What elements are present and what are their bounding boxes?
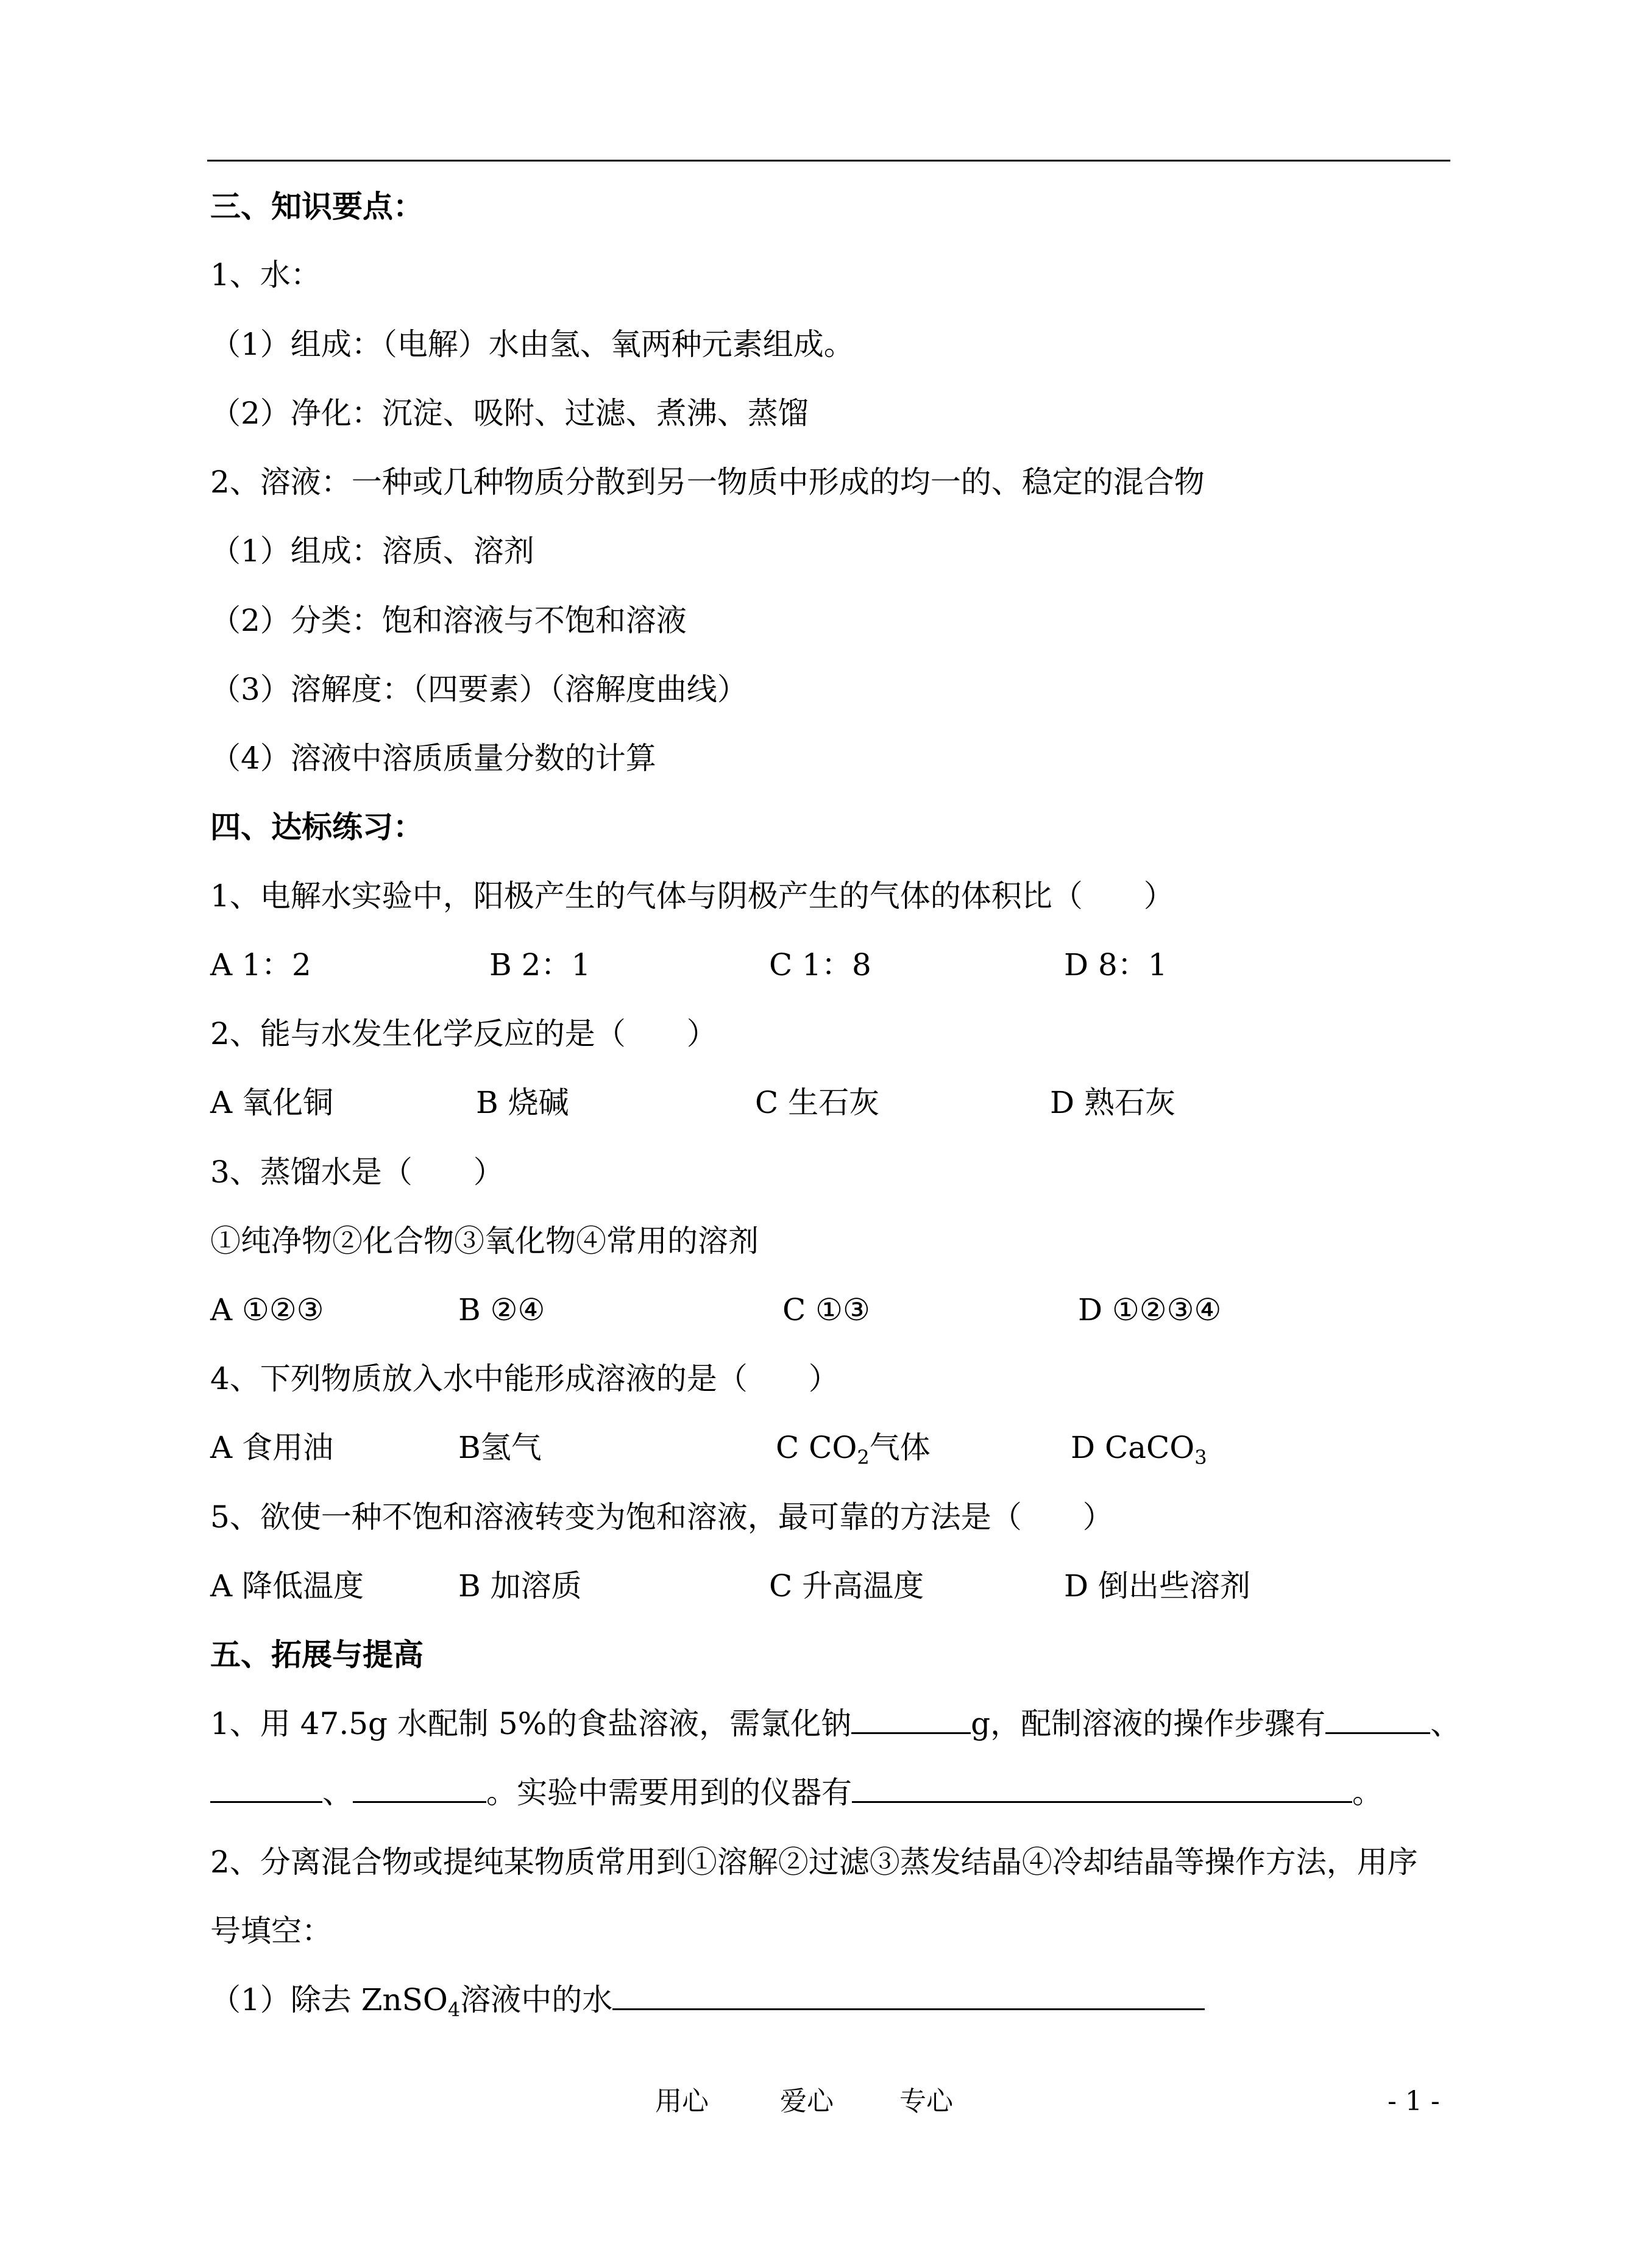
- question-4-option-c-subscript: 2: [857, 1446, 870, 1469]
- footer-slogan-3: 专心: [899, 2086, 953, 2117]
- solution-solubility: （3）溶解度：（四要素）（溶解度曲线）: [210, 672, 748, 707]
- extension-question-1-text-c: 、: [1430, 1706, 1461, 1741]
- extension-question-1-text-d: 、: [322, 1775, 353, 1810]
- question-3-stem: 3、蒸馏水是（ ）: [210, 1154, 504, 1190]
- question-1-stem: 1、电解水实验中，阳极产生的气体与阴极产生的气体的体积比（ ）: [210, 878, 1174, 914]
- question-3-option-b: B ②④: [458, 1292, 545, 1328]
- solution-composition: （1）组成：溶质、溶剂: [210, 533, 534, 569]
- question-2-option-c: C 生石灰: [755, 1085, 880, 1120]
- section-3-heading: 三、知识要点：: [210, 189, 424, 224]
- question-5-option-a: A 降低温度: [210, 1568, 364, 1604]
- question-5-option-d: D 倒出些溶剂: [1064, 1568, 1250, 1604]
- operation-step-blank-1[interactable]: [1325, 1705, 1430, 1734]
- solution-title: 2、溶液：一种或几种物质分散到另一物质中形成的均一的、稳定的混合物: [210, 464, 1205, 500]
- operation-step-blank-3[interactable]: [353, 1774, 486, 1803]
- question-2-stem: 2、能与水发生化学反应的是（ ）: [210, 1016, 717, 1051]
- question-1-option-c: C 1：8: [769, 947, 871, 983]
- extension-question-1-text-b: g，配制溶液的操作步骤有: [971, 1706, 1326, 1741]
- extension-question-2-sub-1-subscript: 4: [447, 1998, 461, 2021]
- question-4-option-b: B氢气: [458, 1430, 542, 1465]
- remove-water-method-blank[interactable]: [612, 1982, 1205, 2010]
- question-4-option-c-formula: C CO: [776, 1430, 857, 1465]
- extension-question-1-line-2: [210, 1774, 1383, 1811]
- question-5-option-c: C 升高温度: [769, 1568, 924, 1604]
- section-4-heading: 四、达标练习：: [210, 809, 424, 845]
- operation-step-blank-2[interactable]: [210, 1774, 322, 1803]
- extension-question-2-sub-1: [210, 1982, 1205, 2021]
- question-3-note: ①纯净物②化合物③氧化物④常用的溶剂: [210, 1223, 759, 1259]
- solution-calculation: （4）溶液中溶质质量分数的计算: [210, 741, 656, 776]
- question-3-option-a: A ①②③: [210, 1292, 324, 1328]
- extension-question-1-text-a: 1、用 47.5g 水配制 5%的食盐溶液，需氯化钠: [210, 1706, 852, 1741]
- question-4-option-c: [776, 1429, 931, 1469]
- extension-question-1-text-e: 。实验中需要用到的仪器有: [486, 1775, 852, 1810]
- extension-question-2-sub-1-prefix: （1）除去 ZnSO: [210, 1982, 448, 2017]
- water-title: 1、水：: [210, 257, 321, 293]
- question-5-option-b: B 加溶质: [458, 1568, 582, 1604]
- question-2-option-d: D 熟石灰: [1050, 1085, 1175, 1120]
- footer-slogan-1: 用心: [655, 2086, 709, 2117]
- question-1-option-a: A 1：2: [210, 947, 311, 983]
- sodium-chloride-mass-blank[interactable]: [851, 1705, 971, 1734]
- question-1-option-b: B 2：1: [489, 947, 591, 983]
- water-composition: （1）组成：（电解）水由氢、氧两种元素组成。: [210, 327, 854, 362]
- question-1-option-d: D 8：1: [1064, 947, 1168, 983]
- solution-classification: （2）分类：饱和溶液与不饱和溶液: [210, 603, 687, 638]
- question-5-stem: 5、欲使一种不饱和溶液转变为饱和溶液，最可靠的方法是（ ）: [210, 1499, 1113, 1535]
- water-purification: （2）净化：沉淀、吸附、过滤、煮沸、蒸馏: [210, 396, 809, 431]
- extension-question-2-line-1: 2、分离混合物或提纯某物质常用到①溶解②过滤③蒸发结晶④冷却结晶等操作方法，用序: [210, 1844, 1418, 1880]
- extension-question-1-text-f: 。: [1352, 1775, 1383, 1810]
- question-4-stem: 4、下列物质放入水中能形成溶液的是（ ）: [210, 1361, 839, 1396]
- extension-question-2-line-2: 号填空：: [210, 1913, 332, 1949]
- section-5-heading: 五、拓展与提高: [210, 1637, 424, 1673]
- question-4-option-a: A 食用油: [210, 1430, 334, 1465]
- question-4-option-c-suffix: 气体: [869, 1430, 931, 1465]
- question-4-option-d: [1071, 1429, 1207, 1469]
- header-rule: [207, 160, 1450, 162]
- question-4-option-d-formula: D CaCO: [1071, 1430, 1195, 1465]
- question-2-option-a: A 氧化铜: [210, 1085, 334, 1120]
- extension-question-1-line-1: [210, 1705, 1461, 1742]
- extension-question-2-sub-1-suffix: 溶液中的水: [460, 1982, 613, 2017]
- page-number: - 1 -: [1388, 2086, 1440, 2117]
- question-2-option-b: B 烧碱: [476, 1085, 569, 1120]
- question-4-option-d-subscript: 3: [1194, 1446, 1207, 1469]
- footer-slogan-2: 爱心: [780, 2086, 834, 2117]
- instruments-blank[interactable]: [852, 1774, 1352, 1803]
- question-3-option-c: C ①③: [782, 1292, 870, 1328]
- question-3-option-d: D ①②③④: [1078, 1292, 1222, 1328]
